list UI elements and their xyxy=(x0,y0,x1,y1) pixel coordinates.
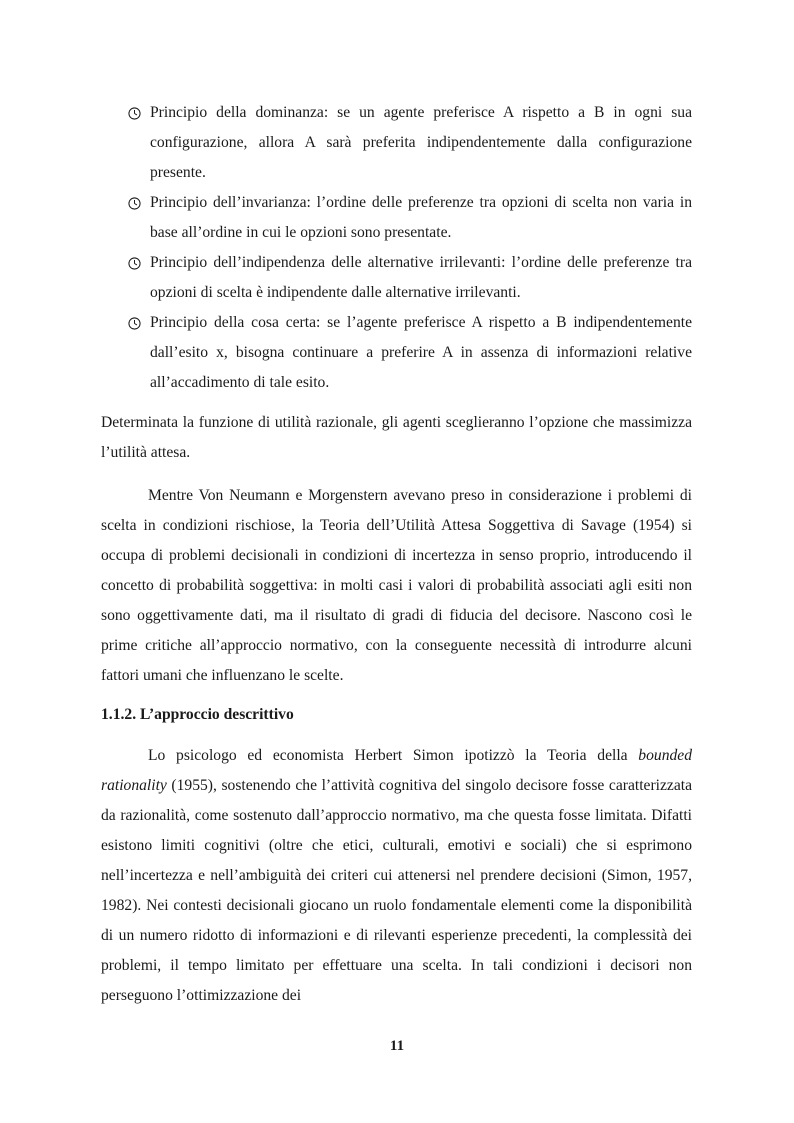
clock-icon xyxy=(128,197,141,210)
paragraph-simon xyxy=(101,741,692,1011)
section-heading: 1.1.2. L’approccio descrittivo xyxy=(101,706,294,723)
clock-icon xyxy=(128,317,141,330)
principles-list xyxy=(128,98,692,398)
list-item xyxy=(128,98,692,188)
principle-dominanza: Principio della dominanza: se un agente preferisce A rispetto a B in ogni sua configurazione, allora A sarà preferita indipendentemente dalla configurazione presente. xyxy=(150,104,692,181)
page-number: 11 xyxy=(389,1038,405,1054)
principle-indipendenza: Principio dell’indipendenza delle alternative irrilevanti: l’ordine delle preferenze tra opzioni di scelta è indipendente dalle alternative irrilevanti. xyxy=(150,254,692,301)
paragraph-utilita-razionale: Determinata la funzione di utilità razionale, gli agenti sceglieranno l’opzione che massimizza l’utilità attesa. xyxy=(101,414,692,461)
clock-icon xyxy=(128,107,141,120)
principle-cosa-certa: Principio della cosa certa: se l’agente preferisce A rispetto a B indipendentemente dall’esito x, bisogna continuare a preferire A in assenza di informazioni relative all’accadimento di tale esito. xyxy=(150,314,692,391)
principle-invarianza: Principio dell’invarianza: l’ordine delle preferenze tra opzioni di scelta non varia in base all’ordine in cui le opzioni sono presentate. xyxy=(150,194,692,241)
term-bounded-rationality: bounded rationality xyxy=(101,747,692,794)
clock-icon xyxy=(128,257,141,270)
paragraph-savage: Mentre Von Neumann e Morgenstern avevano preso in considerazione i problemi di scelta in condizioni rischiose, la Teoria dell’Utilità Attesa Soggettiva di Savage (1954) si occupa di problemi decisionali in condizioni di incertezza in senso proprio, introducendo il concetto di probabilità soggettiva: in molti casi i valori di probabilità associati agli esiti non sono oggettivamente dati, ma il risultato di gradi di fiducia del decisore. Nascono così le prime critiche all’approccio normativo, con la conseguente necessità di introdurre alcuni fattori umani che influenzano le scelte. xyxy=(101,487,692,684)
list-item xyxy=(128,188,692,248)
list-item xyxy=(128,308,692,398)
simon-text-start: Lo psicologo ed economista Herbert Simon ipotizzò la Teoria della xyxy=(148,747,639,764)
list-item xyxy=(128,248,692,308)
simon-text-rest: (1955), sostenendo che l’attività cognitiva del singolo decisore fosse caratterizzata da razionalità, come sostenuto dall’approccio normativo, ma che questa fosse limitata. Difatti esistono limiti cognitivi (oltre che etici, culturali, emotivi e sociali) che si esprimono nell’incertezza e nell’ambiguità dei criteri cui attenersi nel prendere decisioni (Simon, 1957, 1982). Nei contesti decisionali giocano un ruolo fondamentale elementi come la disponibilità di un numero ridotto di informazioni e di rilevanti esperienze precedenti, la complessità dei problemi, il tempo limitato per effettuare una scelta. In tali condizioni i decisori non perseguono l’ottimizzazione dei xyxy=(101,777,692,1004)
